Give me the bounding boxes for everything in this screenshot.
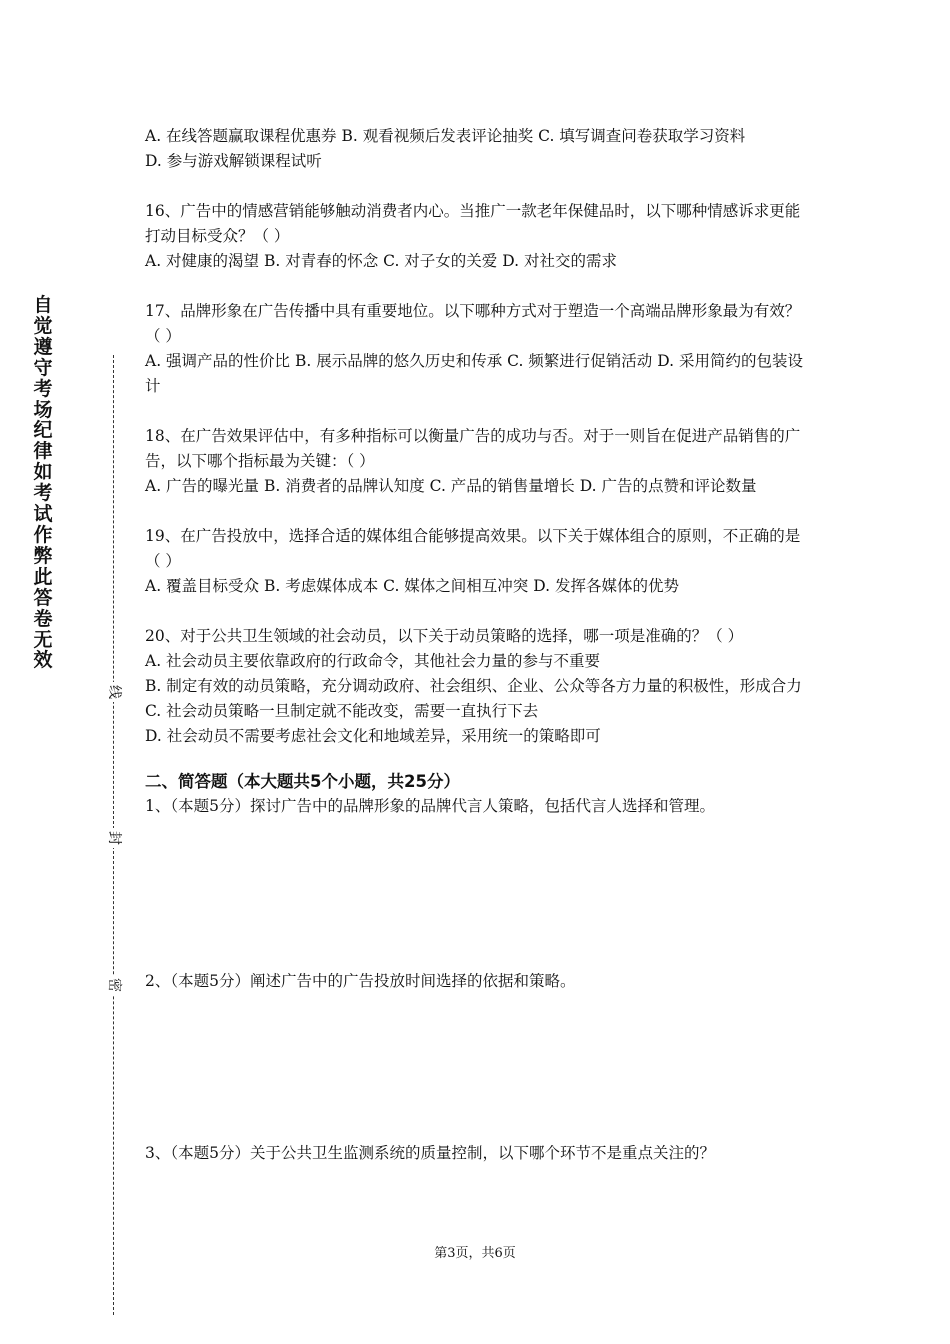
question-15-continued [145, 124, 809, 174]
option-line: A. 强调产品的性价比 B. 展示品牌的悠久历史和传承 C. 频繁进行促销活动 D. 采用简约的包装设计 [145, 352, 803, 395]
option-line: B. 制定有效的动员策略，充分调动政府、社会组织、企业、公众等各方力量的积极性，形成合力 [145, 677, 802, 695]
option-line: C. 社会动员策略一旦制定就不能改变，需要一直执行下去 [145, 702, 539, 720]
section-title: 二、简答题（本大题共5个小题，共25分） [145, 772, 460, 791]
question-17 [145, 299, 809, 399]
question-18 [145, 424, 809, 499]
seal-mark-secret: 密 [104, 975, 124, 995]
option-line: A. 覆盖目标受众 B. 考虑媒体成本 C. 媒体之间相互冲突 D. 发挥各媒体的优势 [145, 577, 679, 595]
exam-content [145, 124, 809, 1166]
question-16 [145, 199, 809, 274]
seal-mark-seal: 封 [104, 828, 124, 848]
short-answer-question: 2、（本题5分）阐述广告中的广告投放时间选择的依据和策略。 [145, 972, 576, 990]
question-stem: 19、在广告投放中，选择合适的媒体组合能够提高效果。以下关于媒体组合的原则，不正确的是（ ） [145, 527, 801, 570]
question-stem: 18、在广告效果评估中，有多种指标可以衡量广告的成功与否。对于一则旨在促进产品销售的广告，以下哪个指标最为关键：（ ） [145, 427, 801, 470]
question-stem: 17、品牌形象在广告传播中具有重要地位。以下哪种方式对于塑造一个高端品牌形象最为有效？（ ） [145, 302, 801, 345]
short-answer-question: 1、（本题5分）探讨广告中的品牌形象的品牌代言人策略，包括代言人选择和管理。 [145, 797, 715, 815]
question-stem: 20、对于公共卫生领域的社会动员，以下关于动员策略的选择，哪一项是准确的？（ ） [145, 627, 744, 645]
question-20 [145, 624, 809, 749]
exam-discipline-notice: 自觉遵守考场纪律如考试作弊此答卷无效 [33, 294, 53, 672]
short-answer-question: 3、（本题5分）关于公共卫生监测系统的质量控制，以下哪个环节不是重点关注的？ [145, 1144, 715, 1162]
option-line: A. 社会动员主要依靠政府的行政命令，其他社会力量的参与不重要 [145, 652, 601, 670]
seal-mark-line: 线 [104, 682, 124, 702]
page-number-footer: 第3页，共6页 [434, 1246, 516, 1261]
option-line: D. 参与游戏解锁课程试听 [145, 152, 322, 170]
question-19 [145, 524, 809, 599]
option-line: A. 广告的曝光量 B. 消费者的品牌认知度 C. 产品的销售量增长 D. 广告的点赞和评论数量 [145, 477, 757, 495]
option-line: A. 在线答题赢取课程优惠券 B. 观看视频后发表评论抽奖 C. 填写调查问卷获取学习资料 [145, 127, 746, 145]
option-line: A. 对健康的渴望 B. 对青春的怀念 C. 对子女的关爱 D. 对社交的需求 [145, 252, 617, 270]
option-line: D. 社会动员不需要考虑社会文化和地域差异，采用统一的策略即可 [145, 727, 601, 745]
question-stem: 16、广告中的情感营销能够触动消费者内心。当推广一款老年保健品时，以下哪种情感诉求更能打动目标受众？（ ） [145, 202, 801, 245]
